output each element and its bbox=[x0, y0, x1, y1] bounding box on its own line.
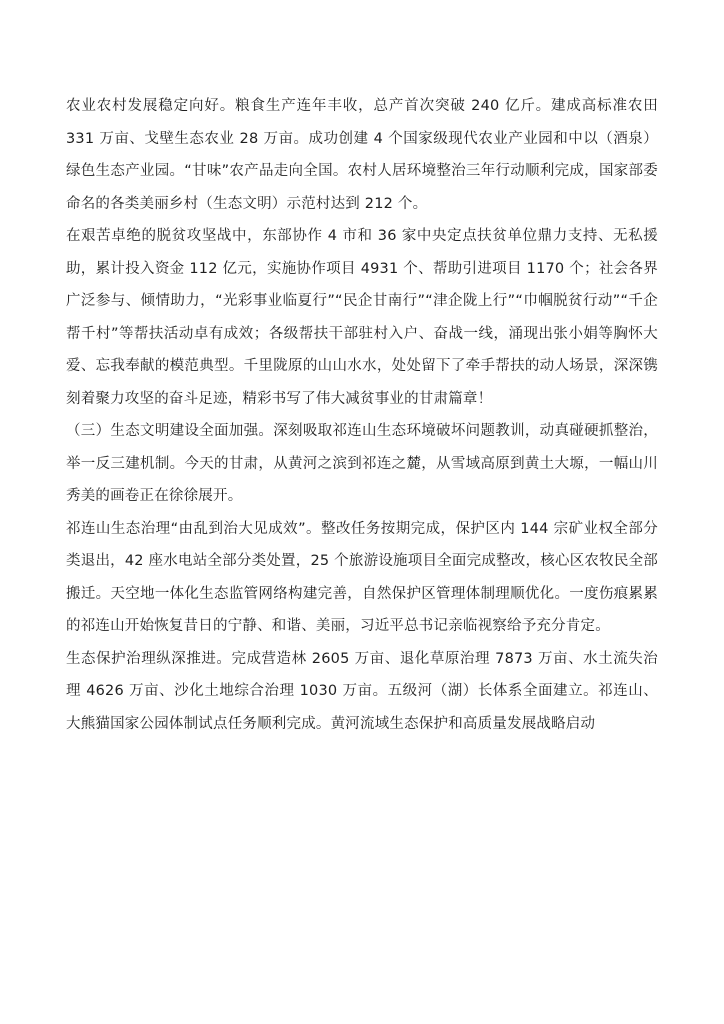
paragraph-ecological-protection: 生态保护治理纵深推进。完成营造林 2605 万亩、退化草原治理 7873 万亩、水土流失治理 4626 万亩、沙化土地综合治理 1030 万亩。五级河（湖）长体系全面建立。祁连山、大熊猫国家公园体制试点任务顺利完成。黄河流域生态保护和高质量发展战略启动 bbox=[66, 650, 658, 732]
paragraph-agriculture: 农业农村发展稳定向好。粮食生产连年丰收，总产首次突破 240 亿斤。建成高标准农田 331 万亩、戈壁生态农业 28 万亩。成功创建 4 个国家级现代农业产业园和中以（酒泉）绿色生态产业园。“甘味”农产品走向全国。农村人居环境整治三年行动顺利完成，国家部委命名的各类美丽乡村（生态文明）示范村达到 212 个。 bbox=[66, 98, 658, 212]
document-body bbox=[66, 90, 658, 740]
paragraph-poverty-alleviation: 在艰苦卓绝的脱贫攻坚战中，东部协作 4 市和 36 家中央定点扶贫单位鼎力支持、无私援助，累计投入资金 112 亿元，实施协作项目 4931 个、帮助引进项目 1170 个；社会各界广泛参与、倾情助力，“光彩事业临夏行”“民企甘南行”“津企陇上行”“巾帼脱贫行动”“千企帮千村”等帮扶活动卓有成效；各级帮扶干部驻村入户、奋战一线，涌现出张小娟等胸怀大爱、忘我奉献的模范典型。千里陇原的山山水水，处处留下了牵手帮扶的动人场景，深深镌刻着聚力攻坚的奋斗足迹，精彩书写了伟大减贫事业的甘肃篇章！ bbox=[66, 228, 658, 407]
paragraph-qilian-mountain: 祁连山生态治理“由乱到治大见成效”。整改任务按期完成，保护区内 144 宗矿业权全部分类退出，42 座水电站全部分类处置，25 个旅游设施项目全面完成整改，核心区农牧民全部搬迁。天空地一体化生态监管网络构建完善，自然保护区管理体制理顺优化。一度伤痕累累的祁连山开始恢复昔日的宁静、和谐、美丽，习近平总书记亲临视察给予充分肯定。 bbox=[66, 520, 658, 634]
paragraph-ecology-heading: （三）生态文明建设全面加强。深刻吸取祁连山生态环境破坏问题教训，动真碰硬抓整治，举一反三建机制。今天的甘肃，从黄河之滨到祁连之麓，从雪域高原到黄土大塬，一幅山川秀美的画卷正在徐徐展开。 bbox=[66, 423, 658, 504]
